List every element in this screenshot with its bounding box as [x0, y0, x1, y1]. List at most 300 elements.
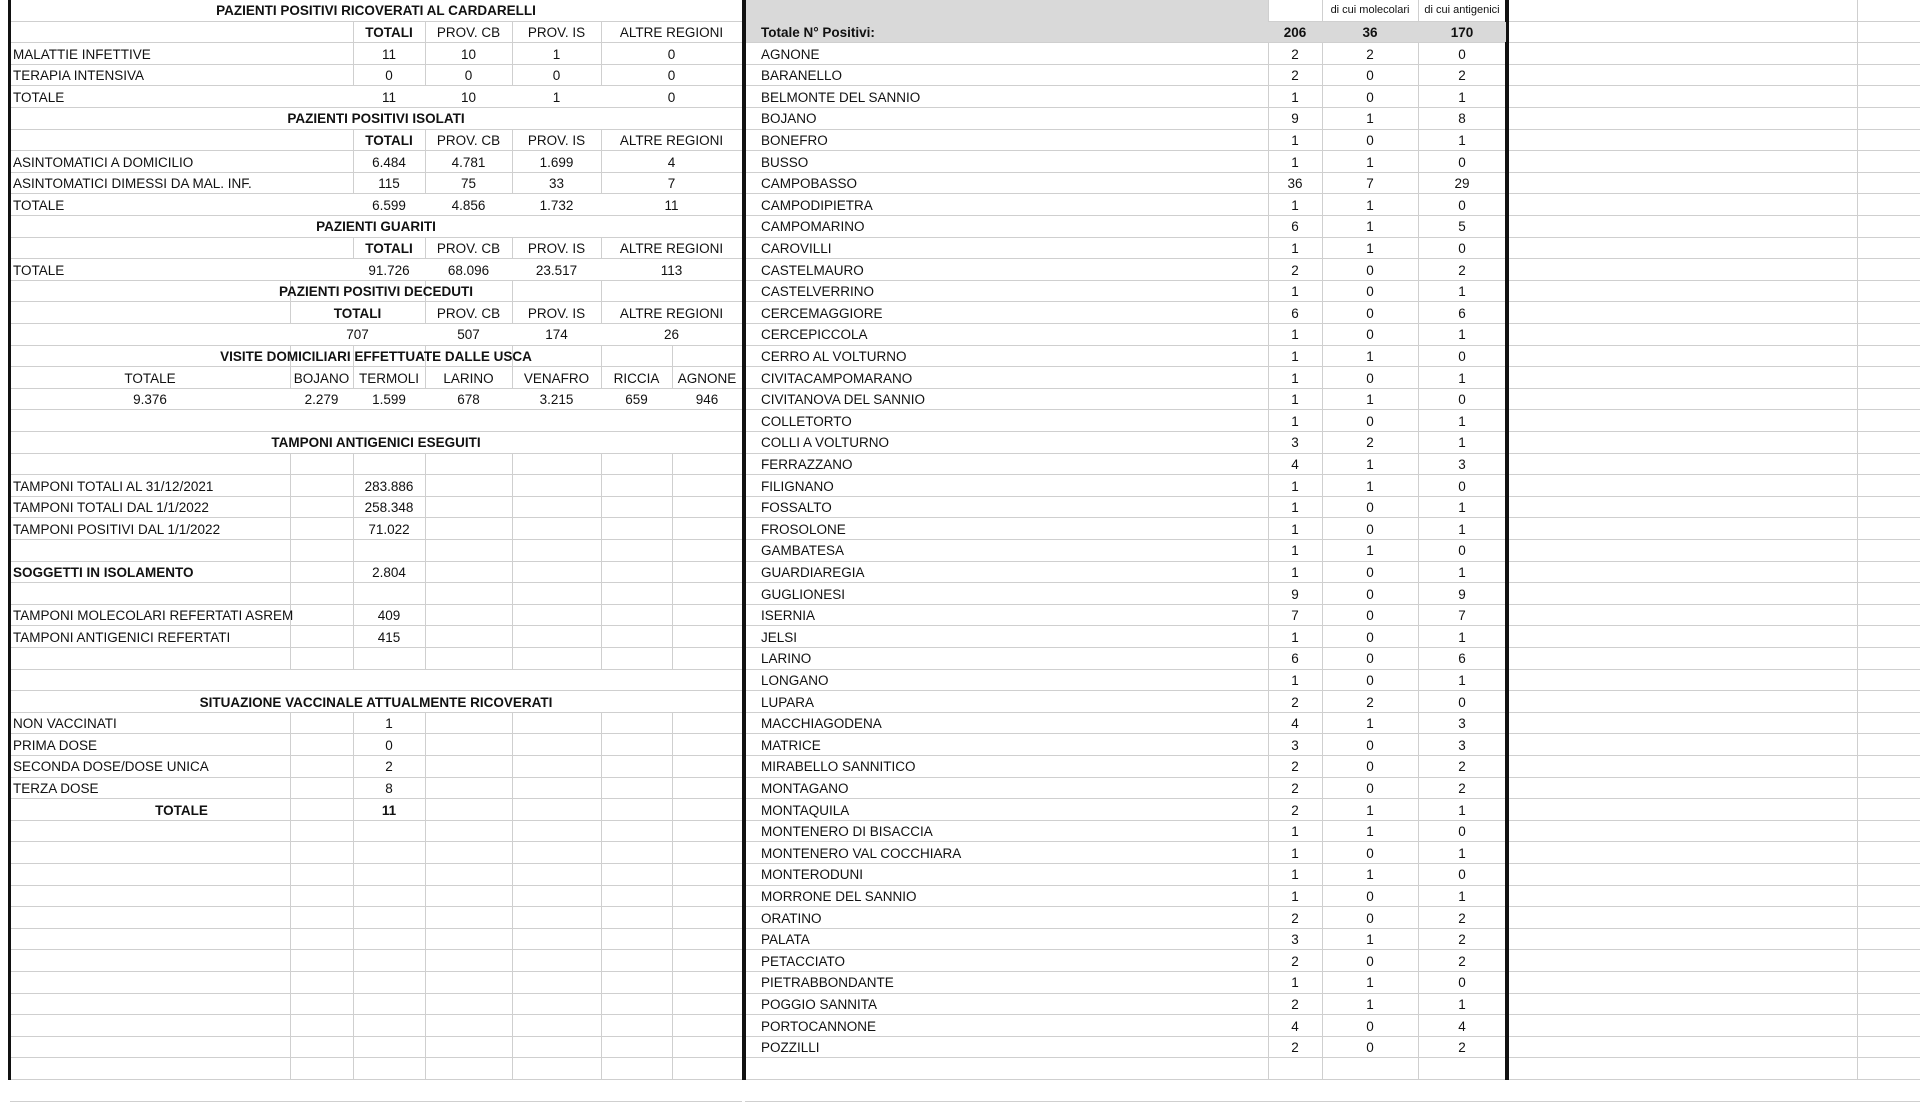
comune-total: 1	[1291, 672, 1299, 688]
comune-name: COLLI A VOLTURNO	[761, 435, 890, 451]
comune-name: PIETRABBONDANTE	[761, 975, 894, 991]
comune-antigenici: 0	[1458, 867, 1466, 883]
grid-line	[10, 841, 742, 842]
grid-line	[601, 454, 602, 670]
column-header: ALTRE REGIONI	[619, 132, 724, 148]
comune-antigenici: 1	[1458, 672, 1466, 688]
grid-line	[745, 1101, 1920, 1102]
value-cell: 678	[457, 392, 480, 408]
value-cell: 8	[385, 780, 393, 796]
comune-total: 1	[1291, 413, 1299, 429]
value-cell: 6.599	[372, 197, 406, 213]
column-header: PROV. IS	[527, 305, 586, 321]
row-label: SOGGETTI IN ISOLAMENTO	[13, 564, 194, 580]
comune-total: 1	[1291, 197, 1299, 213]
section-title: SITUAZIONE VACCINALE ATTUALMENTE RICOVERATI	[199, 694, 553, 710]
comune-name: CERCEMAGGIORE	[761, 305, 883, 321]
comune-antigenici: 7	[1458, 608, 1466, 624]
comune-antigenici: 2	[1458, 910, 1466, 926]
comune-total: 1	[1291, 392, 1299, 408]
comune-total: 2	[1291, 46, 1299, 62]
comune-total: 1	[1291, 888, 1299, 904]
comune-total: 1	[1291, 348, 1299, 364]
comune-molecolari: 0	[1366, 327, 1374, 343]
comune-total: 9	[1291, 111, 1299, 127]
value-cell: 11	[664, 197, 679, 213]
comune-antigenici: 1	[1458, 802, 1466, 818]
comune-name: ORATINO	[761, 910, 822, 926]
comune-total: 3	[1291, 737, 1299, 753]
value-cell: 75	[460, 176, 477, 192]
comune-molecolari: 2	[1366, 435, 1374, 451]
comune-name: LUPARA	[761, 694, 815, 710]
column-header: PROV. CB	[436, 24, 501, 40]
comune-name: MONTENERO DI BISACCIA	[761, 824, 933, 840]
comune-molecolari: 0	[1366, 888, 1374, 904]
comune-antigenici: 9	[1458, 586, 1466, 602]
column-header: BOJANO	[293, 370, 350, 386]
comune-molecolari: 1	[1366, 478, 1374, 494]
comune-total: 6	[1291, 651, 1299, 667]
comune-molecolari: 1	[1366, 392, 1374, 408]
comune-molecolari: 1	[1366, 240, 1374, 256]
column-header: ALTRE REGIONI	[619, 24, 724, 40]
value-cell: 71.022	[368, 521, 410, 537]
value-cell: 26	[663, 327, 680, 343]
comune-antigenici: 0	[1458, 154, 1466, 170]
comune-total: 1	[1291, 521, 1299, 537]
column-header: ALTRE REGIONI	[619, 240, 724, 256]
comune-name: MACCHIAGODENA	[761, 716, 882, 732]
value-cell: 1.732	[539, 197, 574, 213]
comune-total: 2	[1291, 780, 1299, 796]
comune-name: CAROVILLI	[761, 240, 832, 256]
value-cell: 115	[378, 176, 400, 192]
comune-molecolari: 1	[1366, 456, 1374, 472]
comune-antigenici: 1	[1458, 996, 1466, 1012]
value-cell: 9.376	[133, 392, 167, 408]
comune-molecolari: 1	[1366, 543, 1374, 559]
value-cell: 0	[667, 89, 676, 105]
value-cell: 2.279	[304, 392, 339, 408]
value-cell: 507	[457, 327, 480, 343]
row-label: TOTALE	[155, 802, 208, 818]
comune-name: JELSI	[761, 629, 798, 645]
comune-antigenici: 1	[1458, 132, 1466, 148]
comune-molecolari: 1	[1366, 975, 1374, 991]
row-label: TAMPONI MOLECOLARI REFERTATI ASREM	[13, 608, 294, 624]
row-label: TERAPIA INTENSIVA	[13, 68, 145, 84]
grid-line	[672, 713, 673, 1080]
comune-antigenici: 0	[1458, 694, 1466, 710]
row-label: TOTALE	[13, 262, 65, 278]
comune-molecolari: 0	[1366, 68, 1374, 84]
column-header: PROV. IS	[527, 240, 586, 256]
comune-antigenici: 4	[1458, 1018, 1466, 1034]
comune-total: 3	[1291, 435, 1299, 451]
grid-line	[10, 949, 742, 950]
comune-molecolari: 0	[1366, 845, 1374, 861]
comune-name: AGNONE	[761, 46, 820, 62]
comune-name: FERRAZZANO	[761, 456, 853, 472]
comune-molecolari: 0	[1366, 305, 1374, 321]
comune-name: CASTELVERRINO	[761, 284, 875, 300]
comune-molecolari: 0	[1366, 521, 1374, 537]
comune-antigenici: 2	[1458, 1040, 1466, 1056]
value-cell: 946	[695, 392, 719, 408]
comune-name: POZZILLI	[761, 1040, 820, 1056]
comune-name: POGGIO SANNITA	[761, 996, 878, 1012]
comune-antigenici: 0	[1458, 348, 1466, 364]
comune-total: 1	[1291, 824, 1299, 840]
column-header: PROV. CB	[436, 240, 501, 256]
comune-total: 4	[1291, 1018, 1299, 1034]
comune-name: MONTAGANO	[761, 780, 849, 796]
comune-antigenici: 5	[1458, 219, 1466, 235]
comune-total: 6	[1291, 305, 1299, 321]
comune-total: 1	[1291, 284, 1299, 300]
comune-name: BARANELLO	[761, 68, 843, 84]
total-value: 206	[1283, 24, 1307, 40]
grid-line	[672, 454, 673, 670]
column-header: ALTRE REGIONI	[619, 305, 724, 321]
comune-total: 2	[1291, 262, 1299, 278]
comune-molecolari: 1	[1366, 219, 1374, 235]
grid-line	[601, 713, 602, 1080]
comune-total: 4	[1291, 716, 1299, 732]
row-label: NON VACCINATI	[13, 716, 117, 732]
row-label: ASINTOMATICI A DOMICILIO	[13, 154, 194, 170]
comune-antigenici: 1	[1458, 500, 1466, 516]
column-header: PROV. CB	[436, 305, 501, 321]
comune-antigenici: 0	[1458, 240, 1466, 256]
comune-molecolari: 7	[1366, 176, 1374, 192]
column-header: PROV. IS	[527, 24, 586, 40]
comune-total: 1	[1291, 564, 1299, 580]
grid-line	[10, 1036, 742, 1037]
value-cell: 10	[460, 89, 477, 105]
total-value: 36	[1362, 24, 1378, 40]
row-label: PRIMA DOSE	[13, 737, 98, 753]
value-cell: 0	[667, 68, 676, 84]
total-label: Totale N° Positivi:	[761, 24, 875, 40]
comune-antigenici: 3	[1458, 456, 1466, 472]
comune-molecolari: 1	[1366, 111, 1374, 127]
comune-name: GUGLIONESI	[761, 586, 846, 602]
comune-total: 1	[1291, 327, 1299, 343]
value-cell: 23.517	[535, 262, 578, 278]
value-cell: 0	[464, 68, 473, 84]
comune-total: 9	[1291, 586, 1299, 602]
comune-molecolari: 1	[1366, 348, 1374, 364]
comune-antigenici: 2	[1458, 932, 1466, 948]
comune-total: 4	[1291, 456, 1299, 472]
comune-antigenici: 1	[1458, 521, 1466, 537]
comune-molecolari: 0	[1366, 953, 1374, 969]
comune-name: MATRICE	[761, 737, 821, 753]
comune-antigenici: 1	[1458, 435, 1466, 451]
section-title: TAMPONI ANTIGENICI ESEGUITI	[271, 435, 481, 451]
value-cell: 258.348	[364, 500, 414, 516]
row-label: TAMPONI TOTALI AL 31/12/2021	[13, 478, 214, 494]
grid-line	[10, 1101, 742, 1102]
comune-molecolari: 0	[1366, 132, 1374, 148]
comune-molecolari: 0	[1366, 780, 1374, 796]
comune-molecolari: 0	[1366, 608, 1374, 624]
comune-name: MONTAQUILA	[761, 802, 850, 818]
comune-antigenici: 1	[1458, 564, 1466, 580]
comune-antigenici: 2	[1458, 780, 1466, 796]
comune-total: 2	[1291, 910, 1299, 926]
comune-antigenici: 0	[1458, 478, 1466, 494]
column-header: di cui molecolari	[1330, 4, 1410, 17]
value-cell: 1.599	[372, 392, 406, 408]
comune-name: COLLETORTO	[761, 413, 852, 429]
comune-total: 2	[1291, 802, 1299, 818]
column-header: TOTALI	[333, 305, 382, 321]
value-cell: 0	[667, 46, 676, 62]
comune-name: LONGANO	[761, 672, 829, 688]
comune-name: MONTENERO VAL COCCHIARA	[761, 845, 962, 861]
comune-antigenici: 1	[1458, 370, 1466, 386]
comune-molecolari: 2	[1366, 46, 1374, 62]
comune-molecolari: 1	[1366, 932, 1374, 948]
comune-name: PORTOCANNONE	[761, 1018, 877, 1034]
column-header: di cui antigenici	[1424, 4, 1500, 17]
comune-molecolari: 0	[1366, 910, 1374, 926]
grid-line	[10, 1057, 742, 1058]
comune-total: 1	[1291, 89, 1299, 105]
value-cell: 3.215	[539, 392, 574, 408]
comune-molecolari: 1	[1366, 802, 1374, 818]
comune-total: 1	[1291, 132, 1299, 148]
comune-total: 1	[1291, 478, 1299, 494]
comune-antigenici: 2	[1458, 262, 1466, 278]
value-cell: 707	[346, 327, 369, 343]
column-header: VENAFRO	[523, 370, 590, 386]
comune-total: 1	[1291, 867, 1299, 883]
row-label: TOTALE	[13, 89, 65, 105]
grid-line	[10, 971, 742, 972]
value-cell: 659	[625, 392, 648, 408]
comune-molecolari: 0	[1366, 1018, 1374, 1034]
column-header: TOTALI	[365, 24, 413, 40]
comune-antigenici: 6	[1458, 305, 1466, 321]
comune-antigenici: 6	[1458, 651, 1466, 667]
value-cell: 4	[667, 154, 676, 170]
comune-molecolari: 1	[1366, 154, 1374, 170]
value-cell: 283.886	[364, 478, 414, 494]
comune-name: PETACCIATO	[761, 953, 846, 969]
comune-total: 2	[1291, 68, 1299, 84]
comune-name: GAMBATESA	[761, 543, 845, 559]
comune-name: FILIGNANO	[761, 478, 834, 494]
comune-name: BUSSO	[761, 154, 809, 170]
section-title: PAZIENTI POSITIVI RICOVERATI AL CARDARELLI	[216, 3, 536, 19]
comune-name: BOJANO	[761, 111, 817, 127]
value-cell: 4.781	[451, 154, 486, 170]
comune-name: MONTERODUNI	[761, 867, 863, 883]
comune-molecolari: 0	[1366, 629, 1374, 645]
value-cell: 1	[552, 89, 561, 105]
value-cell: 91.726	[368, 262, 410, 278]
comune-antigenici: 2	[1458, 759, 1466, 775]
comune-molecolari: 1	[1366, 824, 1374, 840]
comune-name: LARINO	[761, 651, 812, 667]
comune-total: 36	[1287, 176, 1303, 192]
comune-total: 6	[1291, 219, 1299, 235]
row-label: TAMPONI POSITIVI DAL 1/1/2022	[13, 521, 221, 537]
comune-molecolari: 0	[1366, 413, 1374, 429]
comune-total: 1	[1291, 500, 1299, 516]
comune-molecolari: 1	[1366, 867, 1374, 883]
comune-antigenici: 0	[1458, 824, 1466, 840]
row-label: TERZA DOSE	[13, 780, 99, 796]
comune-molecolari: 0	[1366, 284, 1374, 300]
comune-name: CASTELMAURO	[761, 262, 864, 278]
row-label: MALATTIE INFETTIVE	[13, 46, 151, 62]
value-cell: 6.484	[372, 154, 406, 170]
row-label: SECONDA DOSE/DOSE UNICA	[13, 759, 209, 775]
comune-name: CAMPOMARINO	[761, 219, 865, 235]
comune-antigenici: 1	[1458, 413, 1466, 429]
comune-antigenici: 0	[1458, 392, 1466, 408]
grid-line	[512, 713, 513, 1080]
section-title: PAZIENTI POSITIVI ISOLATI	[287, 111, 465, 127]
comune-total: 2	[1291, 953, 1299, 969]
comune-molecolari: 0	[1366, 370, 1374, 386]
comune-molecolari: 0	[1366, 500, 1374, 516]
comune-name: GUARDIAREGIA	[761, 564, 865, 580]
comune-antigenici: 2	[1458, 68, 1466, 84]
value-cell: 4.856	[451, 197, 486, 213]
grid-line	[10, 885, 742, 886]
value-cell: 415	[377, 629, 401, 645]
comune-total: 1	[1291, 370, 1299, 386]
value-cell: 11	[381, 46, 396, 62]
value-cell: 11	[381, 802, 397, 818]
grid-line	[10, 993, 742, 994]
grid-line	[10, 1014, 742, 1015]
sheet-border	[742, 0, 746, 1080]
grid-line	[10, 906, 742, 907]
comune-antigenici: 1	[1458, 89, 1466, 105]
column-header: TOTALI	[365, 240, 413, 256]
comune-antigenici: 1	[1458, 327, 1466, 343]
section-title: PAZIENTI POSITIVI DECEDUTI	[278, 284, 474, 300]
comune-name: CIVITANOVA DEL SANNIO	[761, 392, 926, 408]
value-cell: 11	[381, 89, 396, 105]
row-label: TOTALE	[13, 197, 65, 213]
row-label: TAMPONI TOTALI DAL 1/1/2022	[13, 500, 209, 516]
comune-antigenici: 0	[1458, 975, 1466, 991]
comune-molecolari: 0	[1366, 759, 1374, 775]
comune-total: 2	[1291, 996, 1299, 1012]
comune-molecolari: 0	[1366, 564, 1374, 580]
comune-total: 2	[1291, 1040, 1299, 1056]
comune-antigenici: 1	[1458, 284, 1466, 300]
comune-molecolari: 1	[1366, 716, 1374, 732]
value-cell: 1	[385, 716, 393, 732]
value-cell: 1.699	[539, 154, 574, 170]
value-cell: 0	[552, 68, 561, 84]
comune-total: 1	[1291, 240, 1299, 256]
comune-molecolari: 0	[1366, 262, 1374, 278]
comune-name: CAMPOBASSO	[761, 176, 858, 192]
column-header: LARINO	[443, 370, 494, 386]
value-cell: 68.096	[447, 262, 490, 278]
comune-molecolari: 2	[1366, 694, 1374, 710]
value-cell: 2	[385, 759, 393, 775]
comune-name: CIVITACAMPOMARANO	[761, 370, 913, 386]
grid-line	[425, 713, 426, 1080]
column-header: PROV. IS	[527, 132, 586, 148]
value-cell: 174	[545, 327, 568, 343]
comune-molecolari: 0	[1366, 651, 1374, 667]
comune-molecolari: 1	[1366, 197, 1374, 213]
comune-antigenici: 0	[1458, 543, 1466, 559]
grid-line	[10, 669, 742, 670]
value-cell: 0	[385, 68, 393, 84]
column-header: TOTALE	[124, 370, 176, 386]
comune-total: 1	[1291, 154, 1299, 170]
comune-name: CERRO AL VOLTURNO	[761, 348, 907, 364]
comune-name: CERCEPICCOLA	[761, 327, 868, 343]
value-cell: 10	[460, 46, 477, 62]
comune-molecolari: 0	[1366, 89, 1374, 105]
column-header: RICCIA	[613, 370, 660, 386]
comune-total: 3	[1291, 932, 1299, 948]
comune-antigenici: 29	[1454, 176, 1470, 192]
comune-antigenici: 0	[1458, 46, 1466, 62]
total-value: 170	[1450, 24, 1474, 40]
comune-total: 1	[1291, 975, 1299, 991]
comune-total: 1	[1291, 845, 1299, 861]
comune-name: FROSOLONE	[761, 521, 846, 537]
comune-molecolari: 0	[1366, 672, 1374, 688]
value-cell: 2.804	[372, 564, 406, 580]
comune-molecolari: 0	[1366, 586, 1374, 602]
comune-total: 7	[1291, 608, 1299, 624]
comune-molecolari: 0	[1366, 1040, 1374, 1056]
column-header: TERMOLI	[358, 370, 419, 386]
column-header: TOTALI	[365, 132, 413, 148]
column-header	[1268, 0, 1322, 21]
section-title: VISITE DOMICILIARI EFFETTUATE DALLE USCA	[220, 348, 532, 364]
comune-antigenici: 3	[1458, 716, 1466, 732]
comune-name: CAMPODIPIETRA	[761, 197, 873, 213]
comune-molecolari: 0	[1366, 737, 1374, 753]
grid-line	[425, 454, 426, 670]
section-title: PAZIENTI GUARITI	[316, 219, 436, 235]
value-cell: 7	[667, 176, 676, 192]
comune-molecolari: 1	[1366, 996, 1374, 1012]
grid-line	[512, 454, 513, 670]
grid-line	[1857, 0, 1858, 1080]
comune-name: FOSSALTO	[761, 500, 832, 516]
grid-line	[10, 863, 742, 864]
row-label: ASINTOMATICI DIMESSI DA MAL. INF.	[13, 176, 252, 192]
comune-antigenici: 0	[1458, 197, 1466, 213]
comune-name: ISERNIA	[761, 608, 816, 624]
row-label: TAMPONI ANTIGENICI REFERTATI	[13, 629, 231, 645]
comune-total: 2	[1291, 694, 1299, 710]
value-cell: 33	[548, 176, 565, 192]
comune-total: 2	[1291, 759, 1299, 775]
comune-antigenici: 2	[1458, 953, 1466, 969]
comune-antigenici: 1	[1458, 629, 1466, 645]
comune-name: BONEFRO	[761, 132, 828, 148]
